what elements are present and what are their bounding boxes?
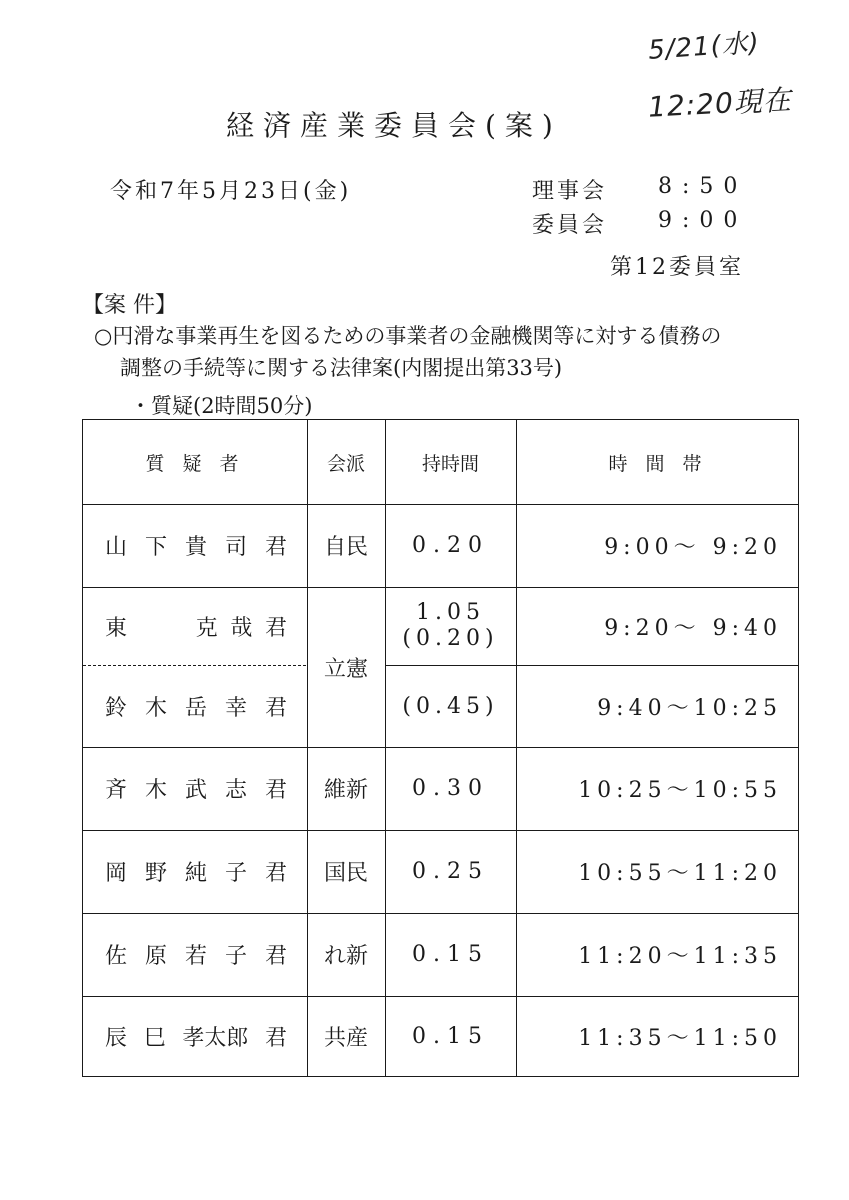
name-char: 子 (224, 861, 247, 886)
name-char: 原 (144, 944, 167, 969)
name-char: 野 (144, 861, 167, 886)
time-slot: 10:25〜10:55 (578, 778, 782, 803)
name-char: 君 (264, 695, 287, 721)
allotted-time: 0.15 (412, 942, 489, 967)
questioner-name (83, 587, 307, 665)
questioner-table (82, 419, 799, 1077)
name-char: 貴 (184, 535, 207, 560)
name-char: 岡 (105, 861, 128, 886)
name-char: 克 (195, 615, 218, 641)
agenda-item-line2: 調整の手続等に関する法律案(内閣提出第33号) (120, 356, 563, 380)
faction: 立憲 (323, 656, 368, 682)
name-char: 東 (105, 615, 128, 641)
allotted-time (385, 587, 516, 665)
schedule-label-committee: 委員会 (532, 213, 608, 238)
time-slot: 9:20〜 9:40 (604, 615, 782, 641)
name-char: 下 (144, 535, 167, 560)
header-questioner: 質 疑 者 (145, 452, 245, 475)
time-slot: 9:00〜 9:20 (604, 535, 782, 560)
faction: 共産 (323, 1025, 368, 1051)
time-slot: 10:55〜11:20 (578, 861, 782, 886)
allotted-time-sub: (0.20) (402, 626, 499, 651)
name-char: 君 (264, 778, 287, 803)
name-char: 志 (224, 778, 247, 803)
faction: れ新 (323, 944, 368, 969)
name-char: 君 (264, 944, 287, 969)
agenda-item-line1: ○円滑な事業再生を図るための事業者の金融機関等に対する債務の (94, 324, 722, 348)
schedule-time-committee: 9:00 (658, 208, 748, 233)
name-char: 辰 (105, 1025, 128, 1051)
name-char: 木 (144, 695, 167, 721)
name-char: 木 (144, 778, 167, 803)
name-char: 鈴 (105, 695, 128, 721)
header-time: 持時間 (421, 452, 479, 475)
header-slot: 時 間 帯 (608, 452, 708, 475)
name-char: 哉 (230, 615, 253, 641)
faction: 自民 (323, 535, 368, 560)
meeting-date: 令和7年5月23日(金) (110, 179, 352, 204)
name-char: 君 (264, 615, 287, 641)
allotted-time-main: 1.05 (416, 600, 485, 625)
name-char: 幸 (224, 695, 247, 721)
allotted-time: (0.45) (402, 693, 499, 719)
name-char: 巳 (143, 1025, 166, 1051)
name-char: 斉 (105, 778, 128, 803)
questioner-name (83, 996, 307, 1076)
document-title: 経済産業委員会(案) (226, 109, 562, 142)
questioner-name (83, 830, 307, 913)
faction: 国民 (323, 861, 368, 886)
faction: 維新 (323, 778, 368, 803)
name-char: 佐 (105, 944, 128, 969)
questioner-name (83, 504, 307, 587)
handwritten-date: 5/21(水) (647, 28, 761, 66)
name-char: 若 (184, 944, 207, 969)
schedule-time-board: 8:50 (658, 174, 748, 199)
name-char: 純 (184, 861, 207, 886)
handwritten-time: 12:20現在 (647, 83, 793, 124)
name-char: 君 (264, 535, 287, 560)
name-char: 君 (264, 861, 287, 886)
name-char: 君 (264, 1025, 287, 1051)
name-char: 山 (105, 535, 128, 560)
allotted-time: 0.25 (412, 859, 489, 884)
questioner-name (83, 747, 307, 830)
agenda-heading: 【案 件】 (82, 293, 177, 318)
questioner-name (83, 665, 307, 747)
allotted-time: 0.20 (412, 533, 489, 558)
name-char: 司 (224, 535, 247, 560)
time-slot: 11:35〜11:50 (578, 1025, 782, 1051)
meeting-room: 第12委員室 (610, 255, 744, 280)
questioner-name (83, 913, 307, 996)
name-char: 孝太郎 (182, 1025, 249, 1051)
name-char: 岳 (184, 695, 207, 721)
allotted-time: 0.15 (412, 1023, 489, 1049)
agenda-sub-item: ・質疑(2時間50分) (130, 394, 313, 418)
allotted-time: 0.30 (412, 776, 489, 801)
time-slot: 9:40〜10:25 (597, 695, 782, 721)
header-faction: 会派 (326, 452, 365, 475)
schedule-label-board: 理事会 (532, 179, 608, 204)
name-char: 武 (184, 778, 207, 803)
name-char: 子 (224, 944, 247, 969)
time-slot: 11:20〜11:35 (578, 944, 782, 969)
